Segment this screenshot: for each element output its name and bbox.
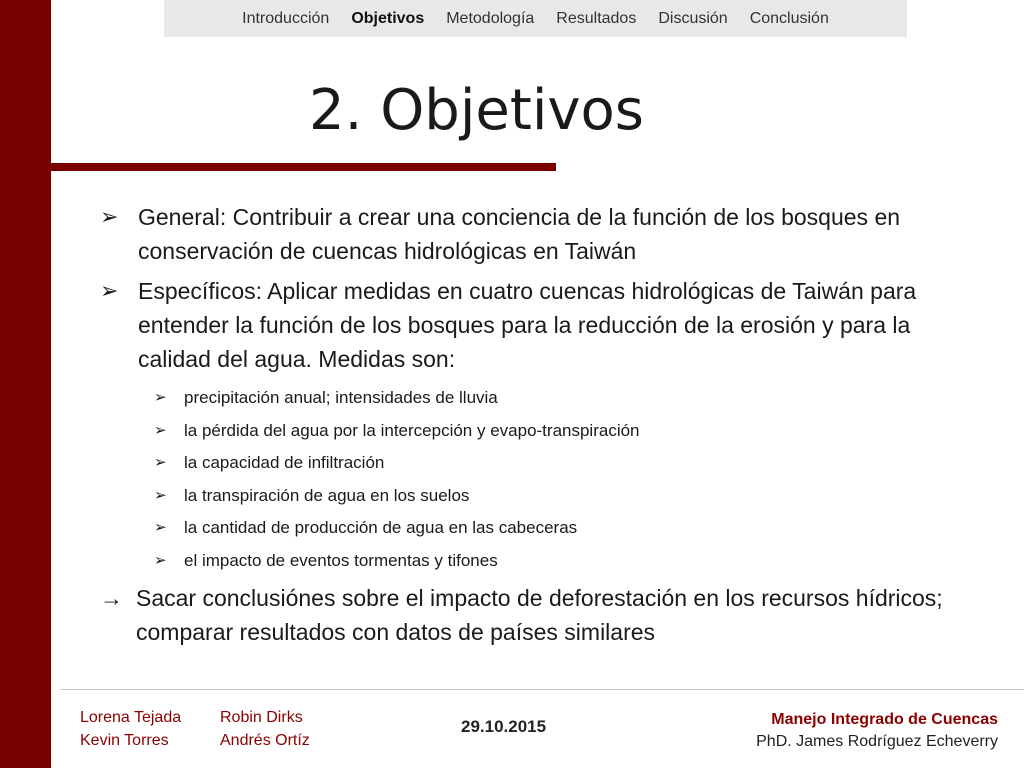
nav-item-conclusion[interactable]: Conclusión xyxy=(749,9,829,27)
slide-title: 2. Objetivos xyxy=(309,78,644,143)
sub-bullet xyxy=(154,415,980,448)
title-underline xyxy=(0,163,556,171)
footer-date: 29.10.2015 xyxy=(461,717,547,736)
bullet-general xyxy=(100,200,980,268)
arrowhead-bullet-icon: ➢ xyxy=(154,454,167,471)
sub-bullet xyxy=(154,512,980,545)
right-arrow-icon: → xyxy=(100,585,123,611)
arrowhead-bullet-icon: ➢ xyxy=(154,519,167,536)
nav-item-objetivos[interactable]: Objetivos xyxy=(351,9,425,27)
footer-course: Manejo Integrado de Cuencas xyxy=(771,711,998,728)
nav-item-introduccion[interactable]: Introducción xyxy=(242,9,330,27)
arrowhead-bullet-icon: ➢ xyxy=(154,421,167,439)
sub-bullet-text: la pérdida del agua por la intercepción y evapo-transpiración xyxy=(184,420,640,440)
footer-author-3: Robin Dirks xyxy=(220,709,303,726)
nav-item-discusion[interactable]: Discusión xyxy=(658,9,728,27)
footer-author-2: Kevin Torres xyxy=(80,732,169,749)
nav-item-metodologia[interactable]: Metodología xyxy=(446,9,535,27)
sub-bullet-text: precipitación anual; intensidades de lluvia xyxy=(184,388,498,407)
arrowhead-bullet-icon: ➢ xyxy=(100,204,119,229)
arrowhead-bullet-icon: ➢ xyxy=(154,551,167,569)
bullet-especificos-text: Específicos: Aplicar medidas en cuatro cuencas hidrológicas de Taiwán para entender la función de los bosques para la reducción de la erosión y para la calidad del agua. Medidas son: xyxy=(138,278,917,372)
sub-bullet-text: la cantidad de producción de agua en las cabeceras xyxy=(184,518,578,537)
bullet-general-text: General: Contribuir a crear una conciencia de la función de los bosques en conservación de cuencas hidrológicas en Taiwán xyxy=(138,204,901,264)
footer-author-4: Andrés Ortíz xyxy=(220,732,310,749)
footer-author-1: Lorena Tejada xyxy=(80,709,182,726)
footer-divider xyxy=(60,689,1024,690)
sub-bullet xyxy=(154,447,980,480)
top-navigation xyxy=(164,0,907,37)
sub-bullet xyxy=(154,382,980,415)
nav-item-resultados[interactable]: Resultados xyxy=(556,9,637,27)
footer-professor: PhD. James Rodríguez Echeverry xyxy=(756,733,998,750)
sub-bullet-text: la transpiración de agua en los suelos xyxy=(184,485,470,505)
bullet-conclusion xyxy=(100,581,980,649)
arrowhead-bullet-icon: ➢ xyxy=(154,389,167,406)
slide-content xyxy=(100,200,980,649)
bullet-conclusion-text: Sacar conclusiónes sobre el impacto de deforestación en los recursos hídricos; comparar resultados con datos de países similares xyxy=(136,585,943,645)
sub-bullet xyxy=(154,480,980,513)
arrowhead-bullet-icon: ➢ xyxy=(154,486,167,504)
sub-bullet xyxy=(154,545,980,578)
sub-bullet-text: el impacto de eventos tormentas y tifones xyxy=(184,550,498,570)
bullet-especificos xyxy=(100,274,980,376)
arrowhead-bullet-icon: ➢ xyxy=(100,278,119,303)
left-accent-bar xyxy=(0,0,51,768)
sub-bullet-text: la capacidad de infiltración xyxy=(184,453,385,472)
